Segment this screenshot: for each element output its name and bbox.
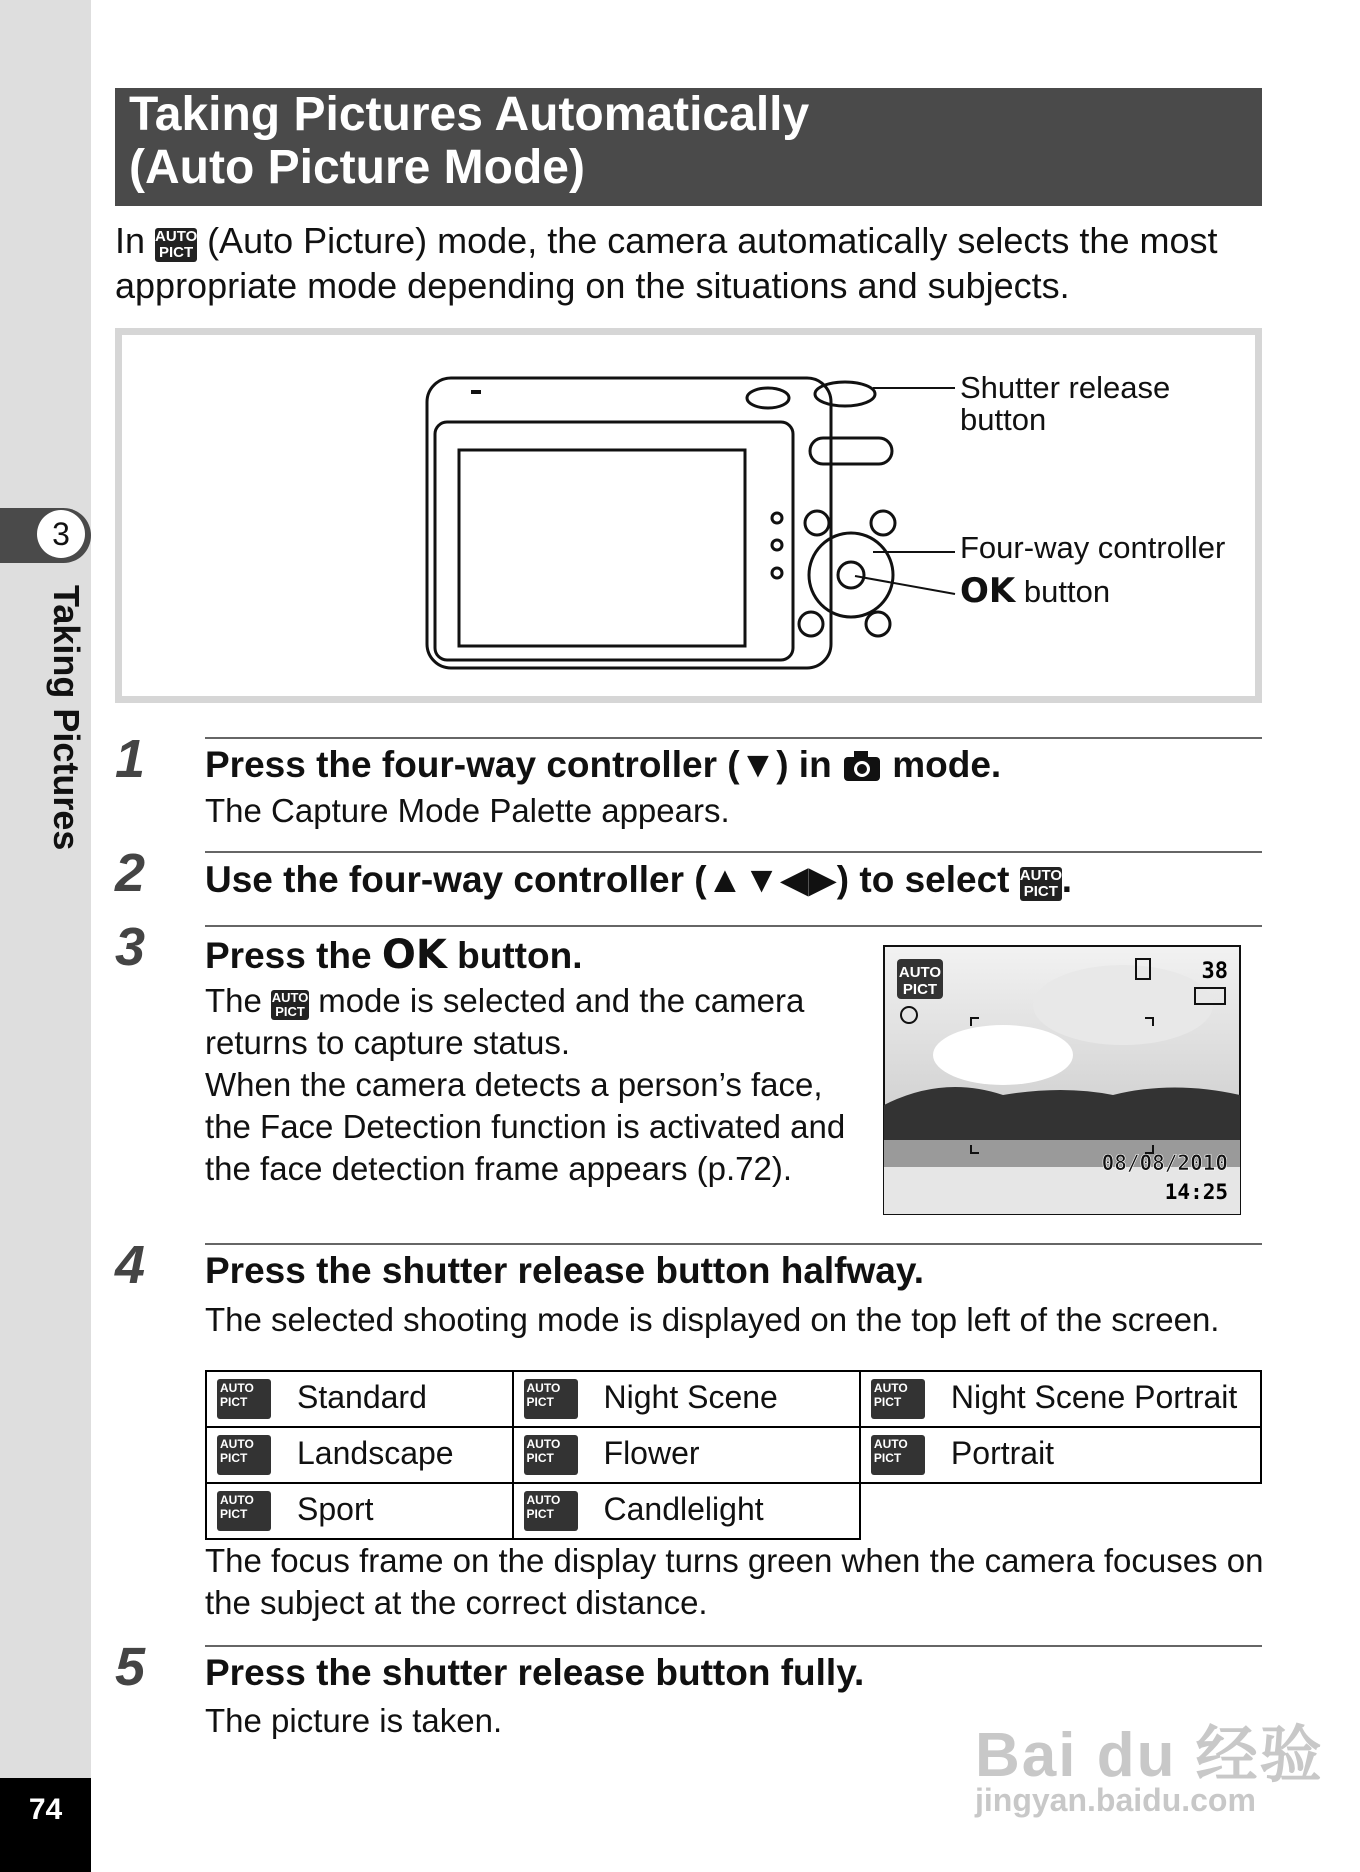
night-scene-portrait-icon: AUTO PICT <box>871 1379 925 1419</box>
night-scene-icon: AUTO PICT <box>524 1379 578 1419</box>
step-heading <box>205 932 582 978</box>
mode-label: Landscape <box>297 1434 454 1471</box>
step3-body-a: The <box>205 982 262 1019</box>
mode-label: Standard <box>297 1378 427 1415</box>
callout-shutter-line2: button <box>960 402 1047 437</box>
chapter-number: 3 <box>37 510 85 558</box>
table-row <box>206 1371 1261 1427</box>
step2-head: Use the four-way controller (▲▼◀▶) to select <box>205 859 1010 900</box>
badge-bottom: PICT <box>1023 883 1058 900</box>
shots-remaining: 38 <box>1201 959 1228 984</box>
step-body <box>205 980 865 1190</box>
step-number: 5 <box>115 1637 146 1697</box>
step-divider <box>205 1243 1262 1245</box>
empty-cell <box>860 1483 1261 1539</box>
standard-mode-icon: AUTO PICT <box>217 1379 271 1419</box>
step-body: The Capture Mode Palette appears. <box>205 792 730 829</box>
lcd-time: 14:25 <box>1164 1180 1228 1204</box>
title-line-2: (Auto Picture Mode) <box>129 141 585 194</box>
step-body: The picture is taken. <box>205 1702 503 1739</box>
scene-mode-table <box>205 1370 1262 1540</box>
callout-ok-text: button <box>1023 574 1111 609</box>
mode-label: Flower <box>603 1434 700 1471</box>
step-heading: Press the shutter release button halfway. <box>205 1250 924 1291</box>
mode-label: Portrait <box>950 1434 1055 1471</box>
step-number: 4 <box>115 1235 146 1295</box>
trees-silhouette <box>884 1087 1240 1145</box>
chapter-sidebar <box>0 0 91 1872</box>
lcd-screen <box>459 450 745 646</box>
mode-cell <box>860 1371 1261 1427</box>
intro-text: (Auto Picture) mode, the camera automatically selects the most appropriate mode depending on the situations and subjects. <box>115 220 1218 306</box>
step-body: The selected shooting mode is displayed on the top left of the screen. <box>205 1301 1220 1338</box>
lcd-mode-bottom: PICT <box>902 981 938 998</box>
callout-shutter <box>960 372 1170 436</box>
mode-cell <box>206 1483 513 1539</box>
step-heading: Press the shutter release button fully. <box>205 1652 865 1693</box>
page-title <box>115 88 1262 206</box>
lcd-preview <box>883 945 1241 1215</box>
mode-cell <box>860 1427 1261 1483</box>
lcd-mode-top: AUTO <box>898 964 942 981</box>
auto-pict-icon <box>155 228 197 262</box>
candlelight-icon: AUTO PICT <box>524 1491 578 1531</box>
step1-head-a: Press the four-way controller (▼) in <box>205 744 832 785</box>
portrait-icon: AUTO PICT <box>871 1435 925 1475</box>
chapter-title: Taking Pictures <box>46 585 87 851</box>
callout-ok <box>960 571 1111 611</box>
auto-pict-icon <box>1020 867 1062 901</box>
callout-shutter-line1: Shutter release <box>960 370 1171 405</box>
intro-prefix: In <box>115 220 146 261</box>
step2-tail: . <box>1061 859 1073 900</box>
watermark-url: jingyan.baidu.com <box>975 1782 1256 1818</box>
step-number: 1 <box>115 729 146 789</box>
sport-icon: AUTO PICT <box>217 1491 271 1531</box>
auto-pict-icon <box>271 990 309 1020</box>
step1-head-b: mode. <box>892 744 1002 785</box>
shutter-button-drawing <box>815 382 875 406</box>
mode-label: Night Scene Portrait <box>950 1378 1238 1415</box>
badge-bottom: PICT <box>158 244 194 261</box>
step-note: The focus frame on the display turns green when the camera focuses on the subject at the correct distance. <box>205 1542 1264 1621</box>
step-number: 2 <box>115 843 146 903</box>
badge-bottom: PICT <box>275 1004 305 1019</box>
step-heading <box>205 744 1001 786</box>
table-row <box>206 1483 1261 1539</box>
step3-body-b: mode is selected and the camera returns to capture status. <box>205 982 805 1061</box>
ok-glyph: OK <box>960 571 1016 611</box>
step-divider <box>205 925 1262 927</box>
four-way-controller-drawing <box>809 533 893 617</box>
ok-glyph: OK <box>381 932 447 978</box>
step3-head-b: button. <box>457 935 583 976</box>
mode-label: Sport <box>297 1490 374 1527</box>
lcd-date: 08/08/2010 <box>1101 1151 1228 1175</box>
badge-top: AUTO <box>1019 867 1063 884</box>
page-number: 74 <box>0 1778 91 1872</box>
callout-fourway: Four-way controller <box>960 530 1226 565</box>
step-divider <box>205 737 1262 739</box>
mode-cell <box>513 1371 860 1427</box>
step-number: 3 <box>115 917 146 977</box>
landscape-icon: AUTO PICT <box>217 1435 271 1475</box>
mode-cell <box>206 1371 513 1427</box>
step-divider <box>205 1645 1262 1647</box>
step3-body-c: When the camera detects a person’s face, the Face Detection function is activated and the face detection frame appears (p.72). <box>205 1066 846 1187</box>
camera-icon <box>842 749 882 781</box>
badge-top: AUTO <box>155 228 198 245</box>
mode-cell <box>513 1483 860 1539</box>
step-divider <box>205 851 1262 853</box>
watermark-logo: Bai du 经验 <box>975 1721 1324 1790</box>
table-row <box>206 1427 1261 1483</box>
intro-paragraph <box>115 218 1275 308</box>
mode-cell <box>513 1427 860 1483</box>
badge-top: AUTO <box>271 990 309 1005</box>
step3-head-a: Press the <box>205 935 372 976</box>
mode-cell <box>206 1427 513 1483</box>
mode-label: Night Scene <box>603 1378 778 1415</box>
step-heading <box>205 858 1072 901</box>
flower-icon: AUTO PICT <box>524 1435 578 1475</box>
mode-label: Candlelight <box>603 1490 764 1527</box>
title-line-1: Taking Pictures Automatically <box>129 88 810 141</box>
